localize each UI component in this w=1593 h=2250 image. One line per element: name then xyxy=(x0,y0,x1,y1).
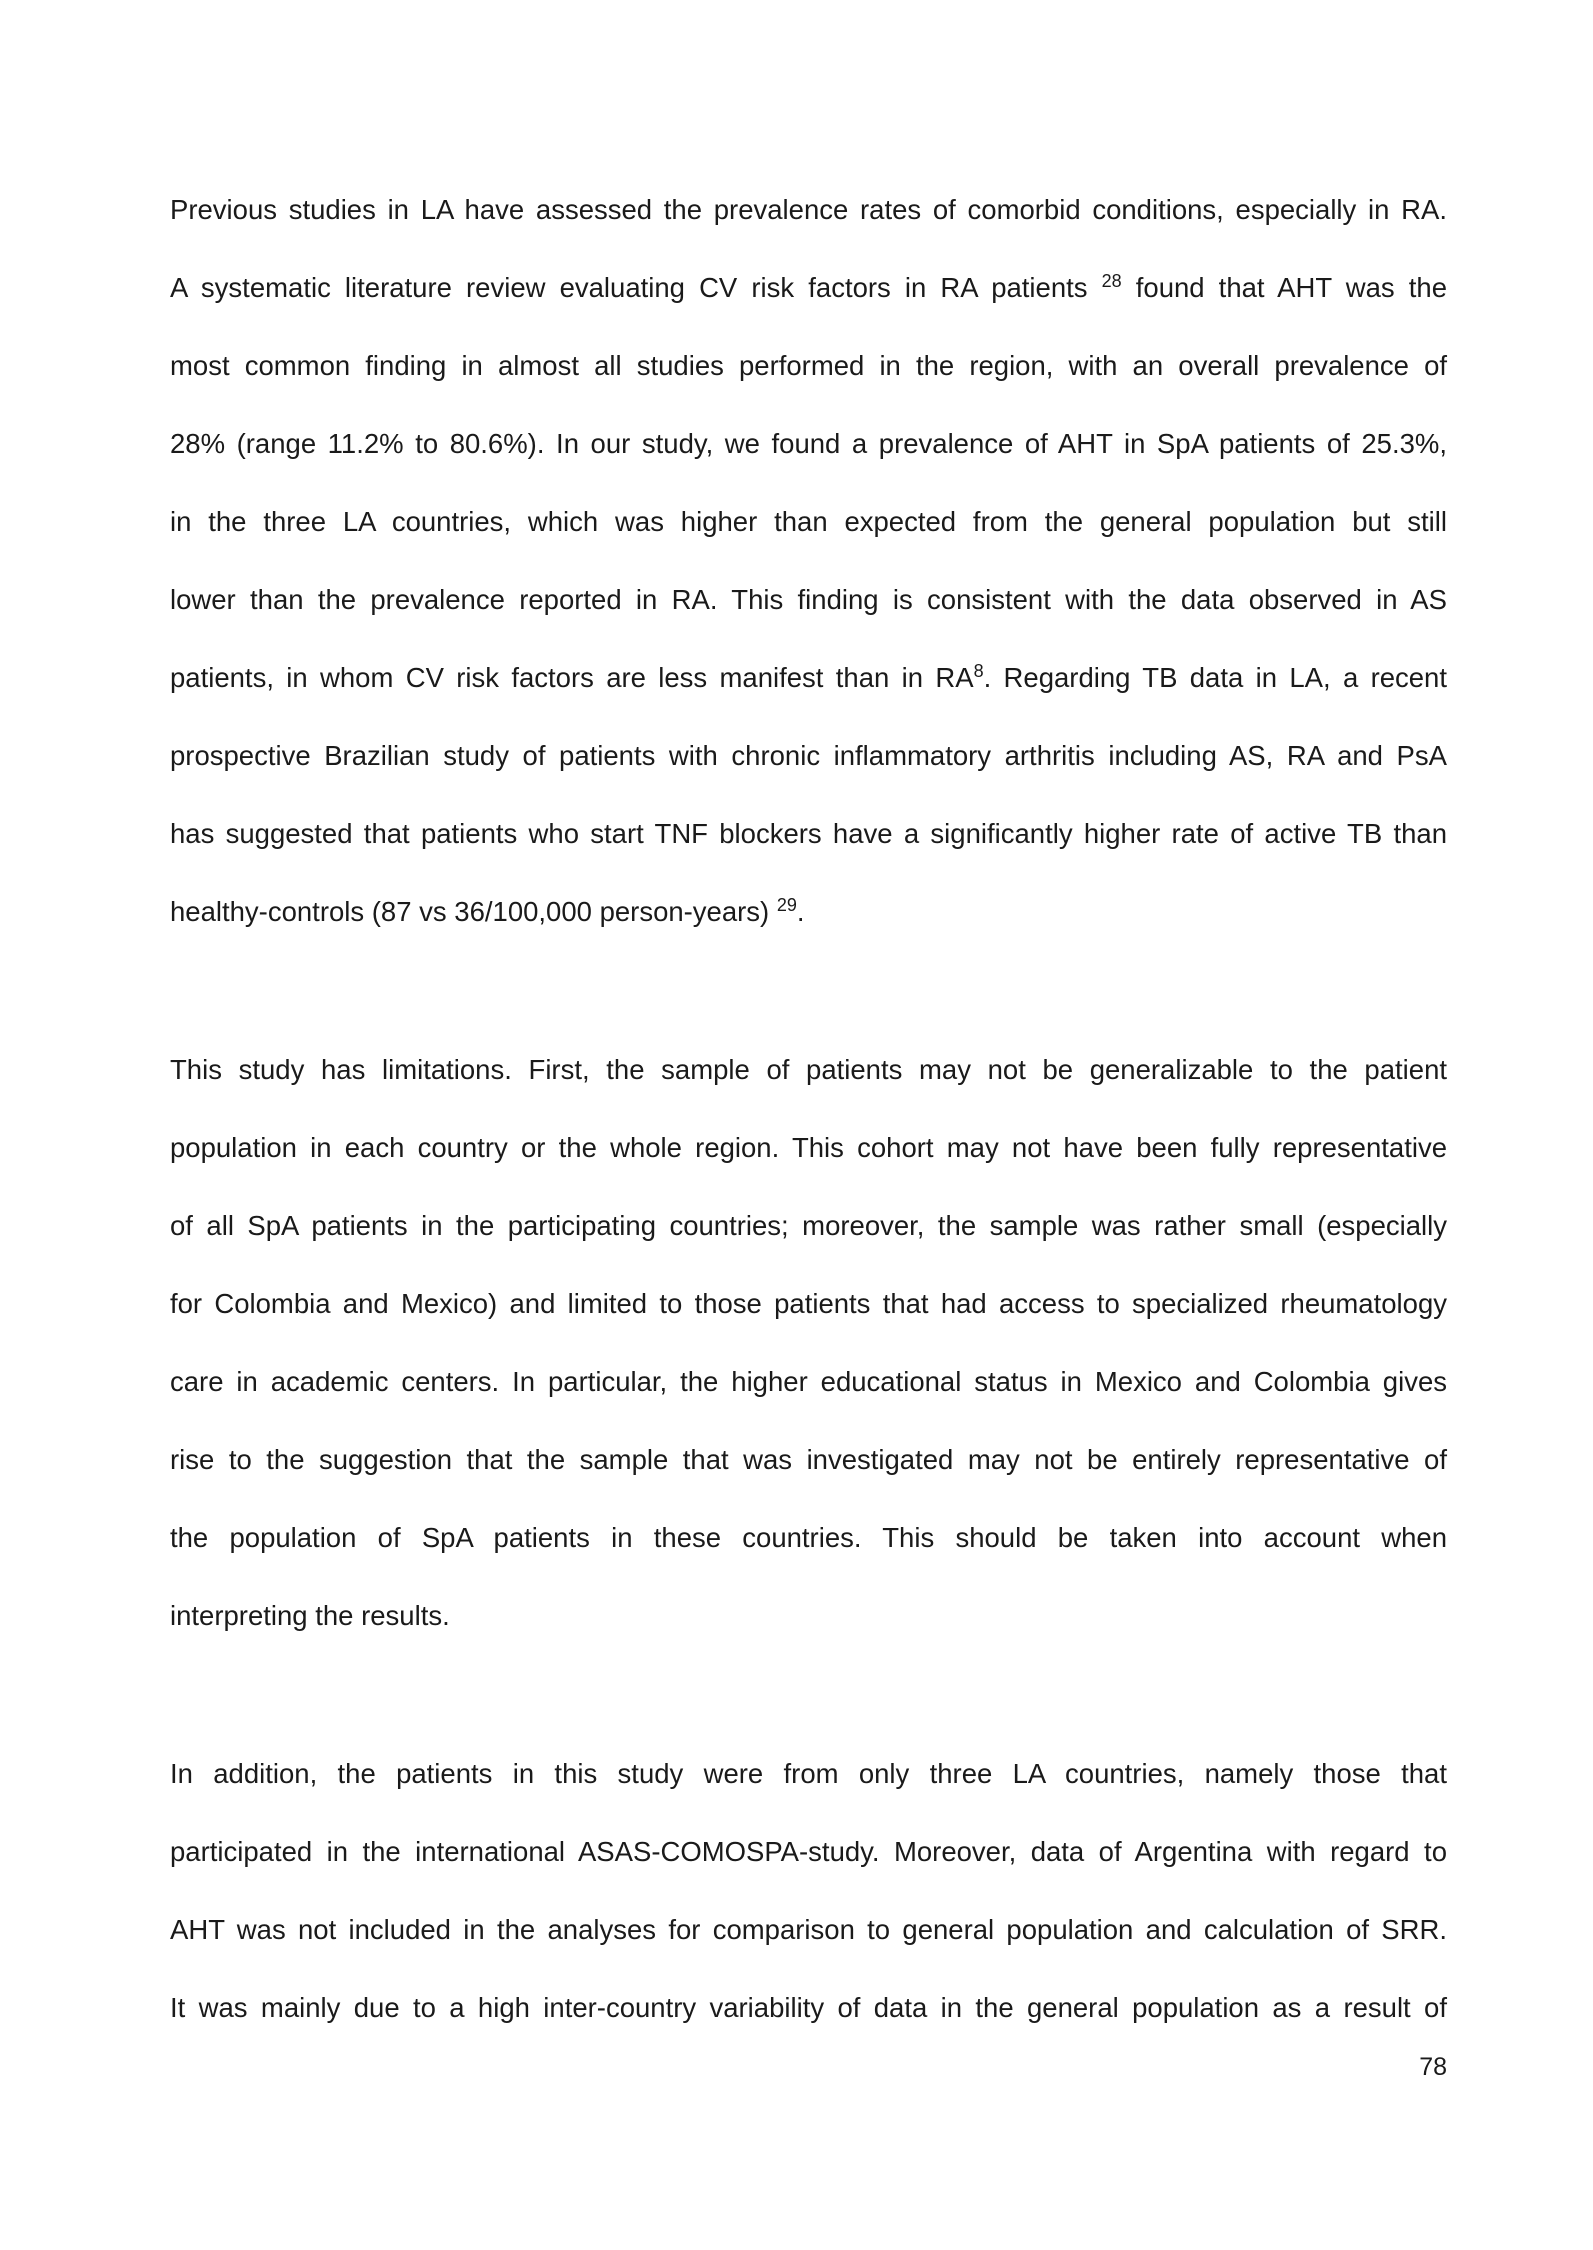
text-line: participated in the international ASAS-COMOSPA-study. Moreover, data of Argentina with regard to xyxy=(170,1836,1447,1867)
text-line: rise to the suggestion that the sample that was investigated may not be entirely representative of xyxy=(170,1444,1447,1475)
paragraph-comorbid-prevalence xyxy=(170,187,1447,967)
text-line: Previous studies in LA have assessed the prevalence rates of comorbid conditions, especially in RA. xyxy=(170,194,1447,225)
text-line: interpreting the results. xyxy=(170,1600,450,1631)
text-line: care in academic centers. In particular, the higher educational status in Mexico and Colombia gives xyxy=(170,1366,1447,1397)
citation-superscript: 8 xyxy=(973,660,984,681)
text-line: has suggested that patients who start TNF blockers have a significantly higher rate of active TB than xyxy=(170,818,1447,849)
text-line: 28% (range 11.2% to 80.6%). In our study, we found a prevalence of AHT in SpA patients of 25.3%, xyxy=(170,428,1447,459)
text-line: A systematic literature review evaluating CV risk factors in RA patients $^{28}$ found that AHT was the xyxy=(170,270,1447,303)
page-number: 78 xyxy=(1419,2053,1447,2081)
paragraph-limitations xyxy=(170,1047,1447,1671)
text-line: the population of SpA patients in these countries. This should be taken into account when xyxy=(170,1522,1447,1553)
paragraph-additional-limitations xyxy=(170,1751,1447,2063)
text-line: for Colombia and Mexico) and limited to those patients that had access to specialized rheumatology xyxy=(170,1288,1447,1319)
text-line: In addition, the patients in this study were from only three LA countries, namely those that xyxy=(170,1758,1447,1789)
text-line: AHT was not included in the analyses for comparison to general population and calculation of SRR. xyxy=(170,1914,1447,1945)
citation-superscript: 29 xyxy=(776,894,797,915)
text-line: healthy-controls (87 vs 36/100,000 person-years) $^{29}$. xyxy=(170,894,805,927)
text-line: in the three LA countries, which was higher than expected from the general population but still xyxy=(170,506,1447,537)
text-line: population in each country or the whole region. This cohort may not have been fully representative xyxy=(170,1132,1447,1163)
text-line: most common finding in almost all studies performed in the region, with an overall prevalence of xyxy=(170,350,1447,381)
text-line: patients, in whom CV risk factors are less manifest than in $RA^8$. Regarding TB data in LA, a recent xyxy=(170,660,1447,693)
text-line: of all SpA patients in the participating countries; moreover, the sample was rather small (especially xyxy=(170,1210,1447,1241)
citation-superscript: 28 xyxy=(1101,270,1122,291)
text-line: prospective Brazilian study of patients with chronic inflammatory arthritis including AS, RA and PsA xyxy=(170,740,1447,771)
text-line: It was mainly due to a high inter-country variability of data in the general population as a result of xyxy=(170,1992,1447,2023)
text-line: This study has limitations. First, the sample of patients may not be generalizable to the patient xyxy=(170,1054,1447,1085)
text-line: lower than the prevalence reported in RA. This finding is consistent with the data observed in AS xyxy=(170,584,1447,615)
